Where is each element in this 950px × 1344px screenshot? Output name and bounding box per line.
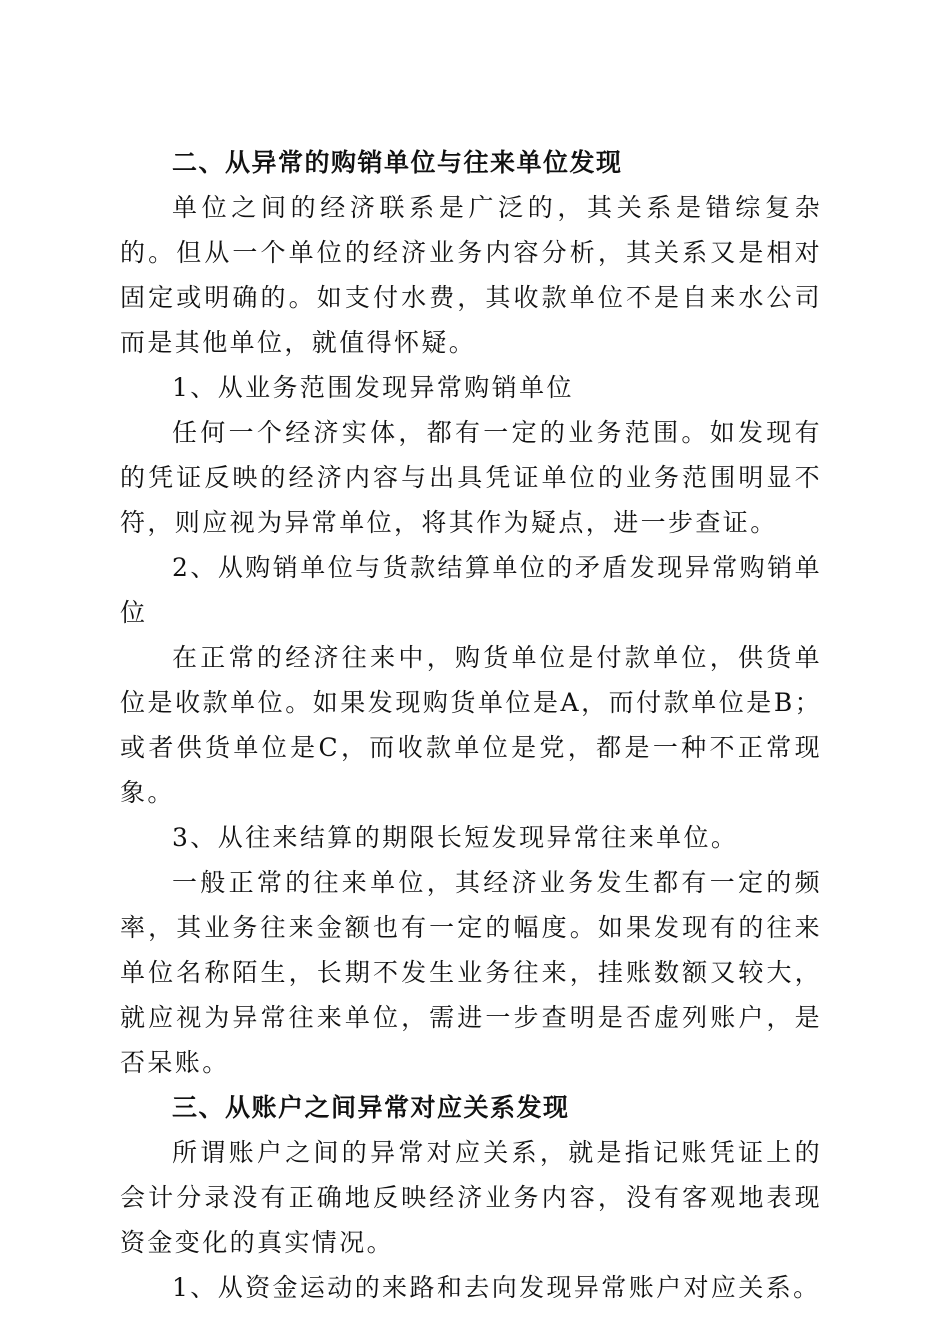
section-heading-3: 三、从账户之间异常对应关系发现 [172,1093,570,1122]
subheading-2-3: 3、从往来结算的期限长短发现异常往来单位。 [172,823,739,852]
body-paragraph: 单位之间的经济联系是广泛的，其关系是错综复杂的。但从一个单位的经济业务内容分析，其关系又是相对固定或明确的。如支付水费，其收款单位不是自来水公司而是其他单位，就值得怀疑。 [120,193,822,357]
body-paragraph: 任何一个经济实体，都有一定的业务范围。如发现有的凭证反映的经济内容与出具凭证单位的业务范围明显不符，则应视为异常单位，将其作为疑点，进一步查证。 [120,418,822,537]
body-paragraph: 一般正常的往来单位，其经济业务发生都有一定的频率，其业务往来金额也有一定的幅度。如果发现有的往来单位名称陌生，长期不发生业务往来，挂账数额又较大，就应视为异常往来单位，需进一步查明是否虚列账户，是否呆账。 [120,868,822,1077]
subheading-2-2: 2、从购销单位与货款结算单位的矛盾发现异常购销单位 [120,553,822,627]
subheading-3-1: 1、从资金运动的来路和去向发现异常账户对应关系。 [172,1273,821,1302]
subheading-2-1: 1、从业务范围发现异常购销单位 [172,373,574,402]
body-paragraph: 所谓账户之间的异常对应关系，就是指记账凭证上的会计分录没有正确地反映经济业务内容，没有客观地表现资金变化的真实情况。 [120,1138,822,1257]
body-paragraph: 在正常的经济往来中，购货单位是付款单位，供货单位是收款单位。如果发现购货单位是A，而付款单位是B；或者供货单位是C，而收款单位是党，都是一种不正常现象。 [120,643,822,807]
section-heading-2: 二、从异常的购销单位与往来单位发现 [172,148,623,177]
document-body [120,140,822,1310]
